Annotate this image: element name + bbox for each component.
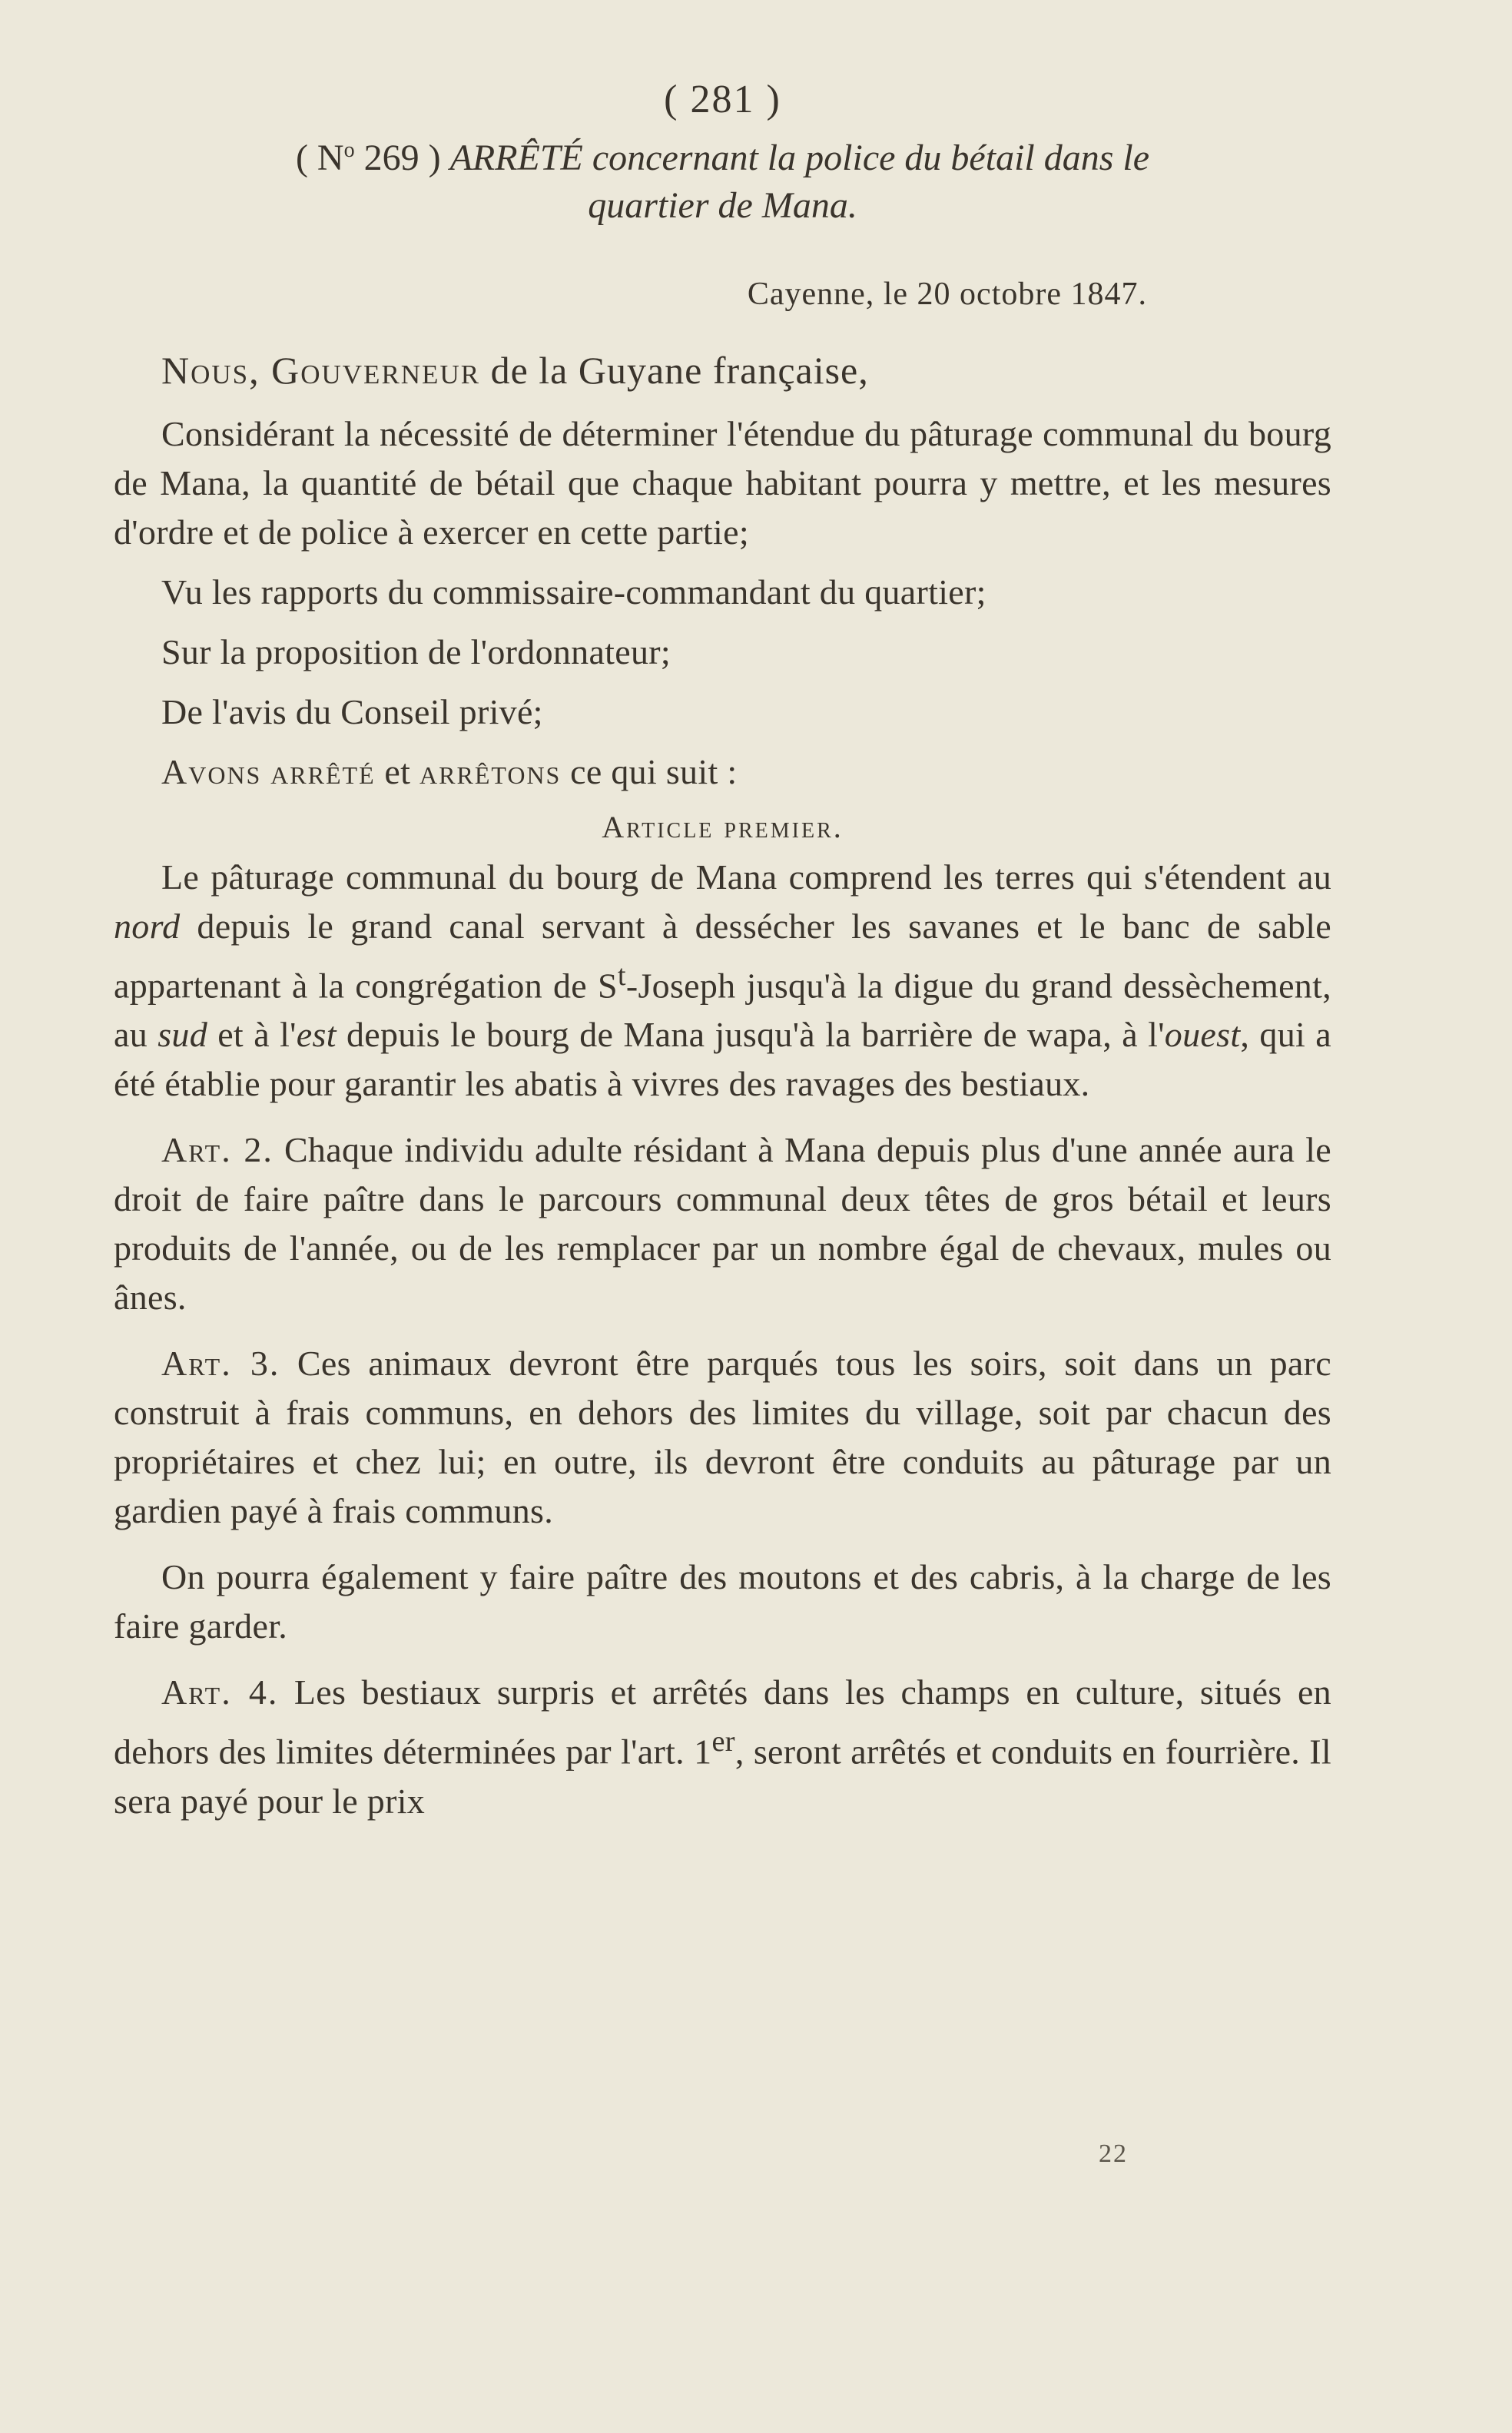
art4-text1: Les bestiaux surpris et arrêtés dans les champs en culture, situés en dehors des limites déterminées par l'art. 1 bbox=[114, 1672, 1331, 1772]
title-arrete: ARRÊTÉ bbox=[449, 138, 583, 178]
art1-p4: et à l' bbox=[207, 1015, 297, 1055]
art1-p5: depuis le bourg de Mana jusqu'à la barrière de wapa, à l' bbox=[336, 1015, 1165, 1055]
title-number-value: 269 ) bbox=[354, 138, 450, 178]
art2-lead: Art. 2. bbox=[161, 1130, 274, 1170]
art1-p6: , qui a été établie pour garantir les abatis à vivres des ravages des bestiaux. bbox=[114, 1015, 1331, 1104]
nous-gouverneur bbox=[161, 348, 1331, 393]
avons-d: et bbox=[375, 752, 420, 791]
nous-sc: Nous, Gouverneur bbox=[161, 349, 481, 392]
art3-text: Ces animaux devront être parqués tous les soirs, soit dans un parc construit à frais communs, en dehors des limites du village, soit par chacun des propriétaires et chez lui; en outre, ils devront être conduits au pâturage par un gardien payé à frais communs. bbox=[114, 1344, 1331, 1531]
art4-sup: er bbox=[711, 1725, 735, 1758]
art3-lead: Art. 3. bbox=[161, 1344, 280, 1384]
avons-paragraph bbox=[114, 747, 1331, 797]
title-rest: concernant la police du bétail dans le bbox=[582, 138, 1150, 178]
article-premier-heading: Article premier. bbox=[602, 810, 844, 844]
document-title bbox=[114, 127, 1331, 230]
vu-paragraph: Vu les rapports du commissaire-commandant du quartier; bbox=[161, 572, 986, 612]
article-2-paragraph bbox=[114, 1125, 1331, 1322]
art1-nord: nord bbox=[114, 907, 181, 946]
dateline: Cayenne, le 20 octobre 1847. bbox=[747, 277, 1147, 312]
avons-a: Avons bbox=[161, 752, 262, 791]
document-page bbox=[114, 77, 1331, 1826]
article-4-paragraph bbox=[114, 1668, 1331, 1825]
article-1-paragraph bbox=[114, 853, 1331, 1109]
avons-b bbox=[261, 752, 270, 791]
considerant-paragraph: Considérant la nécessité de déterminer l'étendue du pâturage communal du bourg de Mana, la quantité de bétail que chaque habitant pourra y mettre, et les mesures d'ordre et de police à exercer en cette partie; bbox=[114, 414, 1331, 552]
avons-c: arrêté bbox=[270, 752, 376, 791]
art4-lead: Art. 4. bbox=[161, 1672, 279, 1712]
avis-paragraph: De l'avis du Conseil privé; bbox=[161, 692, 543, 731]
title-number-sup: o bbox=[343, 138, 355, 162]
art4-text2: , seront arrêtés et conduits en fourrière. Il sera payé pour le prix bbox=[114, 1732, 1331, 1821]
art1-ouest: ouest bbox=[1164, 1015, 1241, 1055]
sur-paragraph: Sur la proposition de l'ordonnateur; bbox=[161, 632, 671, 671]
art1-p3: -Joseph jusqu'à la digue du grand dessèchement, au bbox=[114, 966, 1331, 1055]
art1-est: est bbox=[296, 1015, 337, 1055]
art1-p1: Le pâturage communal du bourg de Mana comprend les terres qui s'étendent au bbox=[161, 857, 1331, 897]
title-number-prefix: ( N bbox=[295, 138, 344, 178]
art1-p2: depuis le grand canal servant à dessécher les savanes et le banc de sable appartenant à la congrégation de S bbox=[114, 907, 1331, 1006]
title-line2: quartier de Mana. bbox=[588, 185, 857, 226]
avons-e: arrêtons bbox=[419, 752, 562, 791]
signature-folio: 22 bbox=[1099, 2140, 1128, 2168]
art2-text: Chaque individu adulte résidant à Mana depuis plus d'une année aura le droit de faire paître dans le parcours communal deux têtes de gros bétail et leurs produits de l'année, ou de les remplacer par un nombre égal de chevaux, mules ou ânes. bbox=[114, 1130, 1331, 1318]
page-number: ( 281 ) bbox=[664, 78, 781, 121]
avons-f: ce qui suit : bbox=[561, 752, 738, 791]
article-3-bis-paragraph: On pourra également y faire paître des moutons et des cabris, à la charge de les faire garder. bbox=[114, 1557, 1331, 1646]
nous-rest: de la Guyane française, bbox=[480, 349, 869, 392]
art1-sud: sud bbox=[158, 1015, 208, 1055]
art1-st-sup: t bbox=[617, 960, 626, 992]
article-3-paragraph bbox=[114, 1339, 1331, 1536]
